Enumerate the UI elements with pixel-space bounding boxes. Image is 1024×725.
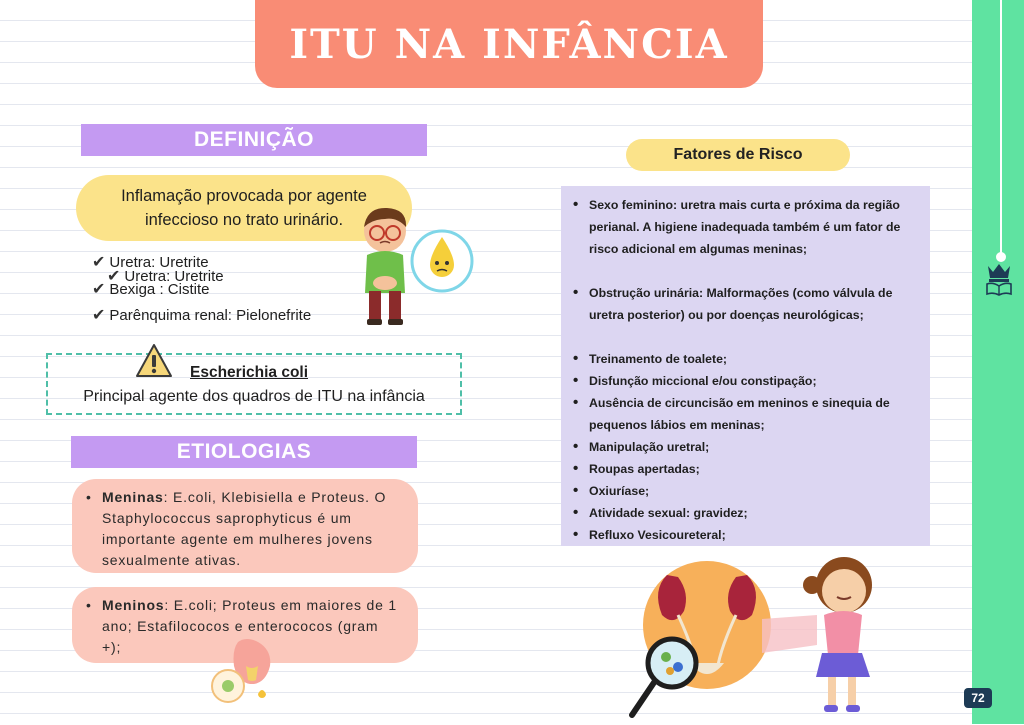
list-item: • Obstrução urinária: Malformações (como válvula de uretra posterior) ou por doenças neurológicas; — [571, 282, 920, 326]
list-item: • Disfunção miccional e/ou constipação; — [571, 370, 920, 392]
risk-factors-box — [561, 186, 930, 546]
definicao-heading — [81, 124, 427, 156]
definition-line-1: Inflamação provocada por agente — [121, 187, 367, 205]
agent-description: Principal agente dos quadros de ITU na infância — [83, 388, 425, 405]
list-item: • Atividade sexual: gravidez; — [571, 502, 920, 524]
check-item-label: Uretra: Uretrite — [109, 253, 209, 271]
sick-boy-illustration — [355, 203, 475, 328]
kidney-girl-illustration — [612, 545, 892, 720]
list-item: • Oxiuríase; — [571, 480, 920, 502]
side-ribbon-dot — [996, 252, 1006, 262]
checkmark-icon: ✔ — [92, 254, 106, 271]
bullet-icon: • — [86, 489, 92, 505]
bullet-icon: • — [86, 597, 92, 613]
meninas-text: : E.coli, Klebisiella e Proteus. O Staphylococcus saprophyticus é um importante agente em mulheres jovens sexualmente ativas. — [102, 489, 387, 568]
meninos-label: Meninos — [102, 597, 165, 613]
etiologias-heading — [71, 436, 417, 468]
page-title: ITU NA INFÂNCIA — [289, 20, 729, 68]
list-item: • Ausência de circuncisão em meninos e sinequia de pequenos lábios em meninas; — [571, 392, 920, 436]
definition-line-2: infeccioso no trato urinário. — [144, 211, 344, 229]
agent-name: Escherichia coli — [190, 364, 309, 381]
side-strip — [972, 0, 1024, 724]
definicao-heading-text: DEFINIÇÃO — [194, 128, 314, 151]
list-item: • Refluxo Vesicoureteral; — [571, 524, 920, 546]
check-item-label: Bexiga : Cistite — [109, 280, 210, 298]
check-item-label: Uretra: Uretrite — [124, 267, 224, 285]
etiologias-heading-text: ETIOLOGIAS — [176, 440, 312, 463]
checkmark-icon: ✔ — [107, 268, 121, 285]
fatores-heading — [626, 139, 850, 171]
checkmark-icon: ✔ — [92, 281, 106, 298]
list-item: • Roupas apertadas; — [571, 458, 920, 480]
fatores-heading-text: Fatores de Risco — [673, 146, 803, 163]
page-number: 72 — [964, 688, 992, 708]
check-item — [92, 279, 209, 299]
meninas-label: Meninas — [102, 489, 164, 505]
warning-icon — [134, 342, 174, 380]
check-item-label: Parênquima renal: Pielonefrite — [109, 306, 312, 324]
etiology-meninas-bubble — [72, 479, 418, 573]
checkmark-icon: ✔ — [92, 307, 106, 324]
side-ribbon-line — [1000, 0, 1002, 255]
list-item: • Sexo feminino: uretra mais curta e próxima da região perianal. A higiene inadequada também é um fator de risco adicional em algumas meninas; — [571, 194, 920, 260]
check-item — [92, 305, 311, 325]
list-item: • Treinamento de toalete; — [571, 348, 920, 370]
page-title-banner — [255, 0, 763, 88]
bladder-bacteria-illustration — [206, 636, 290, 708]
list-item: • Manipulação uretral; — [571, 436, 920, 458]
meninos-text: : E.coli; Proteus em maiores de 1 ano; Estafilococos e enterococos (gram +); — [102, 597, 397, 655]
crown-book-icon — [984, 262, 1014, 296]
risk-factors-list — [561, 186, 930, 546]
